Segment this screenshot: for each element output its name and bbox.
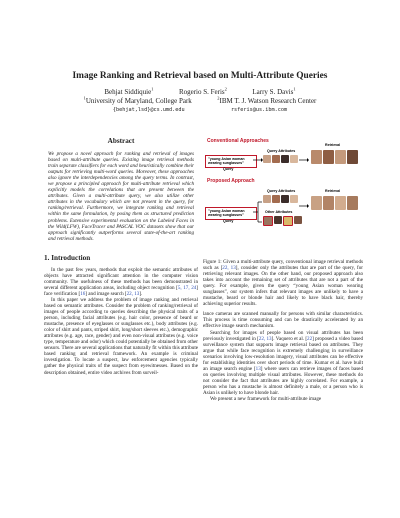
- author-name: Behjat Siddiquie: [104, 88, 152, 96]
- text-span: Figure 1: Given a multi-attribute query, conventional image retrieval methods such as [: [203, 259, 363, 272]
- author-list: [20, 88, 380, 96]
- face-result: [347, 150, 358, 164]
- citation-link[interactable]: 5, 17, 24: [177, 284, 197, 291]
- query-box: "young Asian woman wearing sunglasses": [205, 207, 257, 220]
- attribute-thumb: [281, 155, 289, 163]
- right-column: [203, 137, 363, 402]
- attribute-thumb: [272, 155, 280, 163]
- text-span: ] and image search [: [85, 290, 127, 297]
- query-attribute-thumbs: [263, 195, 298, 203]
- paper-title: Image Ranking and Retrieval based on Multi-Attribute Queries: [72, 71, 328, 81]
- attribute-thumb: [263, 216, 273, 226]
- retrieval-results: [311, 150, 358, 164]
- arrow-icon: [299, 157, 309, 163]
- attribute-thumb: [263, 155, 271, 163]
- intro-paragraph: In this paper we address the problem of image ranking and retrieval based on semantic attributes. Consider the problem of ranking/retrieval of images of people according to queries describing the physical traits of a person, including facial attributes (e.g. hair color, presence of beard or mustache, presence of eyeglasses or sunglasses etc.), body attributes (e.g. color of shirt and pants, striped shirt, long/short sleeves etc.), demographic attributes (e.g. age, race, gender) and even non-visual attributes (e.g. voice type, temperature and odor) which could potentially be obtained from other sensors. There are several applications that naturally fit within this attribute based ranking and retrieval framework. An example is criminal investigation. To locate a suspect, law enforcement agencies typically gather the physical traits of the suspect from eyewitnesses. Based on the description obtained, entire video archives from surveil-: [44, 296, 198, 376]
- query-box: "young Asian woman wearing sunglasses": [205, 155, 257, 168]
- conventional-approaches-label: Conventional Approaches: [207, 138, 269, 144]
- body-paragraph: [203, 330, 363, 397]
- query-label: Query: [223, 167, 234, 171]
- other-attribute-thumbs: [263, 216, 302, 226]
- body-paragraph: We present a new framework for multi-attribute image: [210, 396, 322, 403]
- text-span: In the past few years, methods that exploit the semantic attributes of objects have attracted significant attention in the computer vision community. The usefulness of these methods has been demonstrated in several different application areas, including object recognition [: [44, 266, 198, 291]
- arrow-icon: [299, 203, 309, 209]
- proposed-approach-label: Proposed Approach: [207, 178, 255, 184]
- affiliation-list: [20, 97, 380, 105]
- attribute-thumb: [283, 216, 293, 226]
- left-column: [44, 137, 198, 376]
- author-name: Larry S. Davis: [252, 88, 294, 96]
- query-attributes-label: Query Attributes: [267, 149, 296, 153]
- intro-heading: 1. Introduction: [44, 253, 91, 262]
- face-result: [311, 150, 322, 164]
- face-result: [347, 196, 358, 210]
- text-span: ].: [139, 290, 143, 297]
- retrieval-results: [311, 196, 358, 210]
- arrow-icon: [253, 199, 263, 225]
- attribute-thumb: [290, 195, 298, 203]
- affiliation-name: IBM T. J. Watson Research Center: [219, 97, 317, 105]
- retrieval-label: Retrieval: [325, 143, 341, 147]
- attribute-thumb: [263, 195, 271, 203]
- citation-link[interactable]: 22, 13: [258, 335, 272, 342]
- text-span: ] where users can retrieve images of faces based on queries involving multiple visual attributes. However, these methods do not consider the fact that attributes are highly correlated. For example, a person who has a mustache is almost definitely a male, or a person who is Asian is unlikely to have blonde hair.: [203, 365, 363, 396]
- author-sup: 1: [151, 86, 154, 92]
- abstract-text: We propose a novel approach for ranking and retrieval of images based on multi-attribute queries. Existing image retrieval methods train separate classifiers for each word and heuristically combine their outputs for retrieving multi-word queries. Moreover, these approaches also ignore the interdependencies among the query terms. In contrast, we propose a principled approach for multi-attribute retrieval which explicitly models the correlations that are present between the attributes. Given a multi-attribute query, we also utilize other attributes in the vocabulary which are not present in the query, for ranking/retrieval. Furthermore, we integrate ranking and retrieval within the same formulation, by posing them as structured prediction problems. Extensive experimental evaluation on the Labeled Faces in the Wild(LFW), FaceTracer and PASCAL VOC datasets show that our approach significantly outperforms several state-of-the-art ranking and retrieval methods.: [48, 151, 194, 242]
- figure-caption: [203, 259, 363, 307]
- author-sup: 1: [293, 86, 296, 92]
- email-list: [20, 107, 380, 114]
- other-attributes-label: Other Attributes: [265, 210, 293, 214]
- attribute-thumb: [281, 195, 289, 203]
- text-span: Searching for images of people based on visual attributes has been previously investigated in [: [203, 329, 363, 342]
- retrieval-label: Retrieval: [325, 189, 341, 193]
- abstract-heading: Abstract: [107, 137, 135, 145]
- text-span: ], consider only the attributes that are part of the query, for retrieving relevant images. On the other hand, our proposed approach also takes into account the remaining set of attributes that are not a part of the query. For example, given the query “young Asian woman wearing sunglasses”, our system infers that relevant images are unlikely to have a mustache, beard or blonde hair and likely to have black hair, thereby achieving superior results.: [203, 265, 363, 308]
- attribute-thumb: [272, 195, 280, 203]
- face-result: [335, 196, 346, 210]
- face-result: [323, 196, 334, 210]
- attribute-thumb: [274, 216, 282, 224]
- face-result: [335, 150, 346, 164]
- author-sup: 2: [224, 86, 227, 92]
- face-result: [323, 150, 334, 164]
- citation-link[interactable]: 22: [307, 335, 313, 342]
- affiliation-sup: 2: [217, 95, 220, 101]
- text-span: ] proposed a video based surveillance system that supports image retrieval based on attributes. They argue that while face recognition is extremely challenging in surveillance scenarios involving low-resolution imagery, visual attributes can be effective for establishing identities over short periods of time. Kumar et al. have built an image search engine [: [203, 335, 363, 372]
- query-label: Query: [223, 219, 234, 223]
- citation-link[interactable]: 22, 13: [126, 290, 140, 297]
- citation-link[interactable]: 13: [255, 365, 261, 372]
- query-attributes-label: Query Attributes: [267, 189, 296, 193]
- query-attribute-thumbs: [263, 155, 298, 163]
- author-name: Rogerio S. Feris: [178, 88, 225, 96]
- intro-paragraph: [44, 267, 198, 297]
- face-result: [311, 196, 322, 210]
- attribute-thumb: [294, 216, 302, 224]
- citation-link[interactable]: 22, 13: [222, 265, 236, 272]
- arrow-icon: [253, 157, 263, 163]
- affiliation-sup: 1: [83, 95, 86, 101]
- body-paragraph: lance cameras are scanned manually for persons with similar characteristics. This process is time consuming and can be drastically accelerated by an effective image search mechanism.: [203, 311, 363, 330]
- affiliation-name: University of Maryland, College Park: [85, 97, 192, 105]
- attribute-thumb: [290, 155, 298, 163]
- citation-link[interactable]: 16: [80, 290, 86, 297]
- text-span: ] face verification [: [44, 284, 198, 297]
- text-span: ]. Vaquero et al. [: [271, 335, 308, 342]
- email: rsferis@us.ibm.com: [230, 107, 288, 113]
- email: {behjat,lsd}@cs.umd.edu: [112, 107, 185, 113]
- figure-1: [203, 137, 363, 255]
